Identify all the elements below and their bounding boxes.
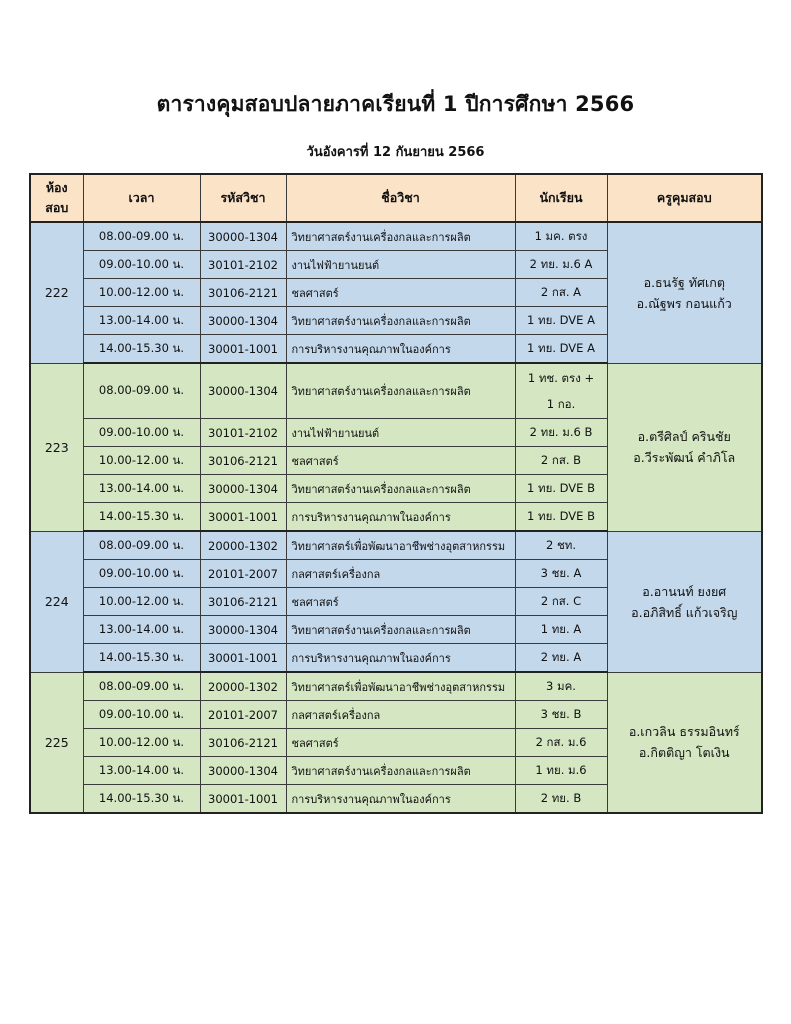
proctor-name: อ.อานนท์ ยงยศ [642,583,727,599]
page-title: ตารางคุมสอบปลายภาคเรียนที่ 1 ปีการศึกษา 2566 [156,92,635,116]
subject-code: 30000-1304 [200,616,286,644]
student-group: 1 มค. ตรง [515,222,607,251]
student-group: 1 ทย. DVE B [515,503,607,532]
room-number: 225 [30,672,83,813]
subject-code: 30106-2121 [200,279,286,307]
student-group: 1 ทย. DVE B [515,475,607,503]
student-group: 2 กส. C [515,588,607,616]
student-group: 1 ทย. ม.6 [515,757,607,785]
subject-code: 30106-2121 [200,588,286,616]
header-students: นักเรียน [515,174,607,222]
subject-name: กลศาสตร์เครื่องกล [286,701,515,729]
header-time: เวลา [83,174,200,222]
subject-code: 30000-1304 [200,222,286,251]
student-group: 2 กส. ม.6 [515,729,607,757]
exam-time: 14.00-15.30 น. [83,335,200,364]
student-group: 2 กส. A [515,279,607,307]
exam-time: 08.00-09.00 น. [83,363,200,419]
exam-time: 14.00-15.30 น. [83,503,200,532]
table-row [30,531,762,560]
header-subject: ชื่อวิชา [286,174,515,222]
exam-schedule-table [29,173,763,814]
exam-time: 13.00-14.00 น. [83,757,200,785]
subject-code: 30001-1001 [200,785,286,814]
proctor-name: อ.อภิสิทธิ์ แก้วเจริญ [631,604,738,620]
exam-date: วันอังคารที่ 12 กันยายน 2566 [306,145,485,160]
exam-time: 09.00-10.00 น. [83,701,200,729]
subject-code: 20101-2007 [200,701,286,729]
exam-time: 08.00-09.00 น. [83,672,200,701]
subject-name: วิทยาศาสตร์งานเครื่องกลและการผลิต [286,475,515,503]
room-number: 224 [30,531,83,672]
subject-name: วิทยาศาสตร์งานเครื่องกลและการผลิต [286,616,515,644]
proctor-name: อ.ตรีศิลป์ ครินชัย [637,429,731,444]
exam-time: 10.00-12.00 น. [83,729,200,757]
student-group: 2 ทย. ม.6 A [515,251,607,279]
proctor-name: อ.ณัฐพร กอนแก้ว [636,295,732,311]
room-number: 223 [30,363,83,531]
subject-code: 30001-1001 [200,503,286,532]
subject-name: งานไฟฟ้ายานยนต์ [286,419,515,447]
table-row [30,363,762,419]
exam-time: 14.00-15.30 น. [83,785,200,814]
proctor-name: อ.วีระพัฒน์ คำภิโล [633,450,736,465]
proctors-cell [607,531,762,672]
student-group: 1 ทช. ตรง + 1 กอ. [515,363,607,419]
exam-time: 13.00-14.00 น. [83,616,200,644]
student-group: 1 ทย. A [515,616,607,644]
header-proctors: ครูคุมสอบ [607,174,762,222]
student-group: 3 ชย. B [515,701,607,729]
subject-name: การบริหารงานคุณภาพในองค์การ [286,335,515,364]
subject-code: 30101-2102 [200,251,286,279]
subject-name: วิทยาศาสตร์งานเครื่องกลและการผลิต [286,757,515,785]
subject-name: งานไฟฟ้ายานยนต์ [286,251,515,279]
exam-time: 08.00-09.00 น. [83,222,200,251]
exam-time: 09.00-10.00 น. [83,419,200,447]
exam-time: 14.00-15.30 น. [83,644,200,673]
header-row [30,174,762,222]
exam-time: 09.00-10.00 น. [83,560,200,588]
subject-code: 30000-1304 [200,475,286,503]
subject-code: 30106-2121 [200,729,286,757]
subject-code: 30106-2121 [200,447,286,475]
table-row [30,672,762,701]
exam-time: 09.00-10.00 น. [83,251,200,279]
exam-time: 08.00-09.00 น. [83,531,200,560]
student-group: 2 กส. B [515,447,607,475]
subject-code: 30000-1304 [200,757,286,785]
proctor-name: อ.กิตติญา โตเงิน [638,745,730,761]
subject-code: 30000-1304 [200,363,286,419]
proctors-cell [607,363,762,531]
subject-name: การบริหารงานคุณภาพในองค์การ [286,785,515,814]
exam-time: 10.00-12.00 น. [83,447,200,475]
subject-name: การบริหารงานคุณภาพในองค์การ [286,644,515,673]
subject-name: ชลศาสตร์ [286,729,515,757]
student-group: 3 ชย. A [515,560,607,588]
room-number: 222 [30,222,83,363]
exam-time: 13.00-14.00 น. [83,307,200,335]
proctor-name: อ.ธนรัฐ ทัศเกตุ [643,274,725,290]
subject-code: 30101-2102 [200,419,286,447]
subject-code: 30001-1001 [200,335,286,364]
subject-name: กลศาสตร์เครื่องกล [286,560,515,588]
student-group: 3 มค. [515,672,607,701]
proctors-cell [607,672,762,813]
student-group: 1 ทย. DVE A [515,335,607,364]
subject-name: วิทยาศาสตร์งานเครื่องกลและการผลิต [286,363,515,419]
subject-name: วิทยาศาสตร์งานเครื่องกลและการผลิต [286,222,515,251]
subject-name: วิทยาศาสตร์เพื่อพัฒนาอาชีพช่างอุตสาหกรรม [286,531,515,560]
exam-time: 10.00-12.00 น. [83,588,200,616]
subject-code: 30001-1001 [200,644,286,673]
header-code: รหัสวิชา [200,174,286,222]
subject-code: 20000-1302 [200,531,286,560]
exam-time: 13.00-14.00 น. [83,475,200,503]
subject-name: การบริหารงานคุณภาพในองค์การ [286,503,515,532]
student-group: 2 ทย. A [515,644,607,673]
student-group: 2 ทย. ม.6 B [515,419,607,447]
student-group: 2 ชท. [515,531,607,560]
subject-name: ชลศาสตร์ [286,447,515,475]
table-row [30,222,762,251]
header-room: ห้อง สอบ [30,174,83,222]
subject-code: 30000-1304 [200,307,286,335]
proctors-cell [607,222,762,363]
subject-name: ชลศาสตร์ [286,279,515,307]
proctor-name: อ.เกวลิน ธรรมอินทร์ [628,724,740,740]
student-group: 2 ทย. B [515,785,607,814]
student-group: 1 ทย. DVE A [515,307,607,335]
exam-time: 10.00-12.00 น. [83,279,200,307]
subject-name: ชลศาสตร์ [286,588,515,616]
subject-name: วิทยาศาสตร์เพื่อพัฒนาอาชีพช่างอุตสาหกรรม [286,672,515,701]
subject-code: 20000-1302 [200,672,286,701]
subject-code: 20101-2007 [200,560,286,588]
subject-name: วิทยาศาสตร์งานเครื่องกลและการผลิต [286,307,515,335]
